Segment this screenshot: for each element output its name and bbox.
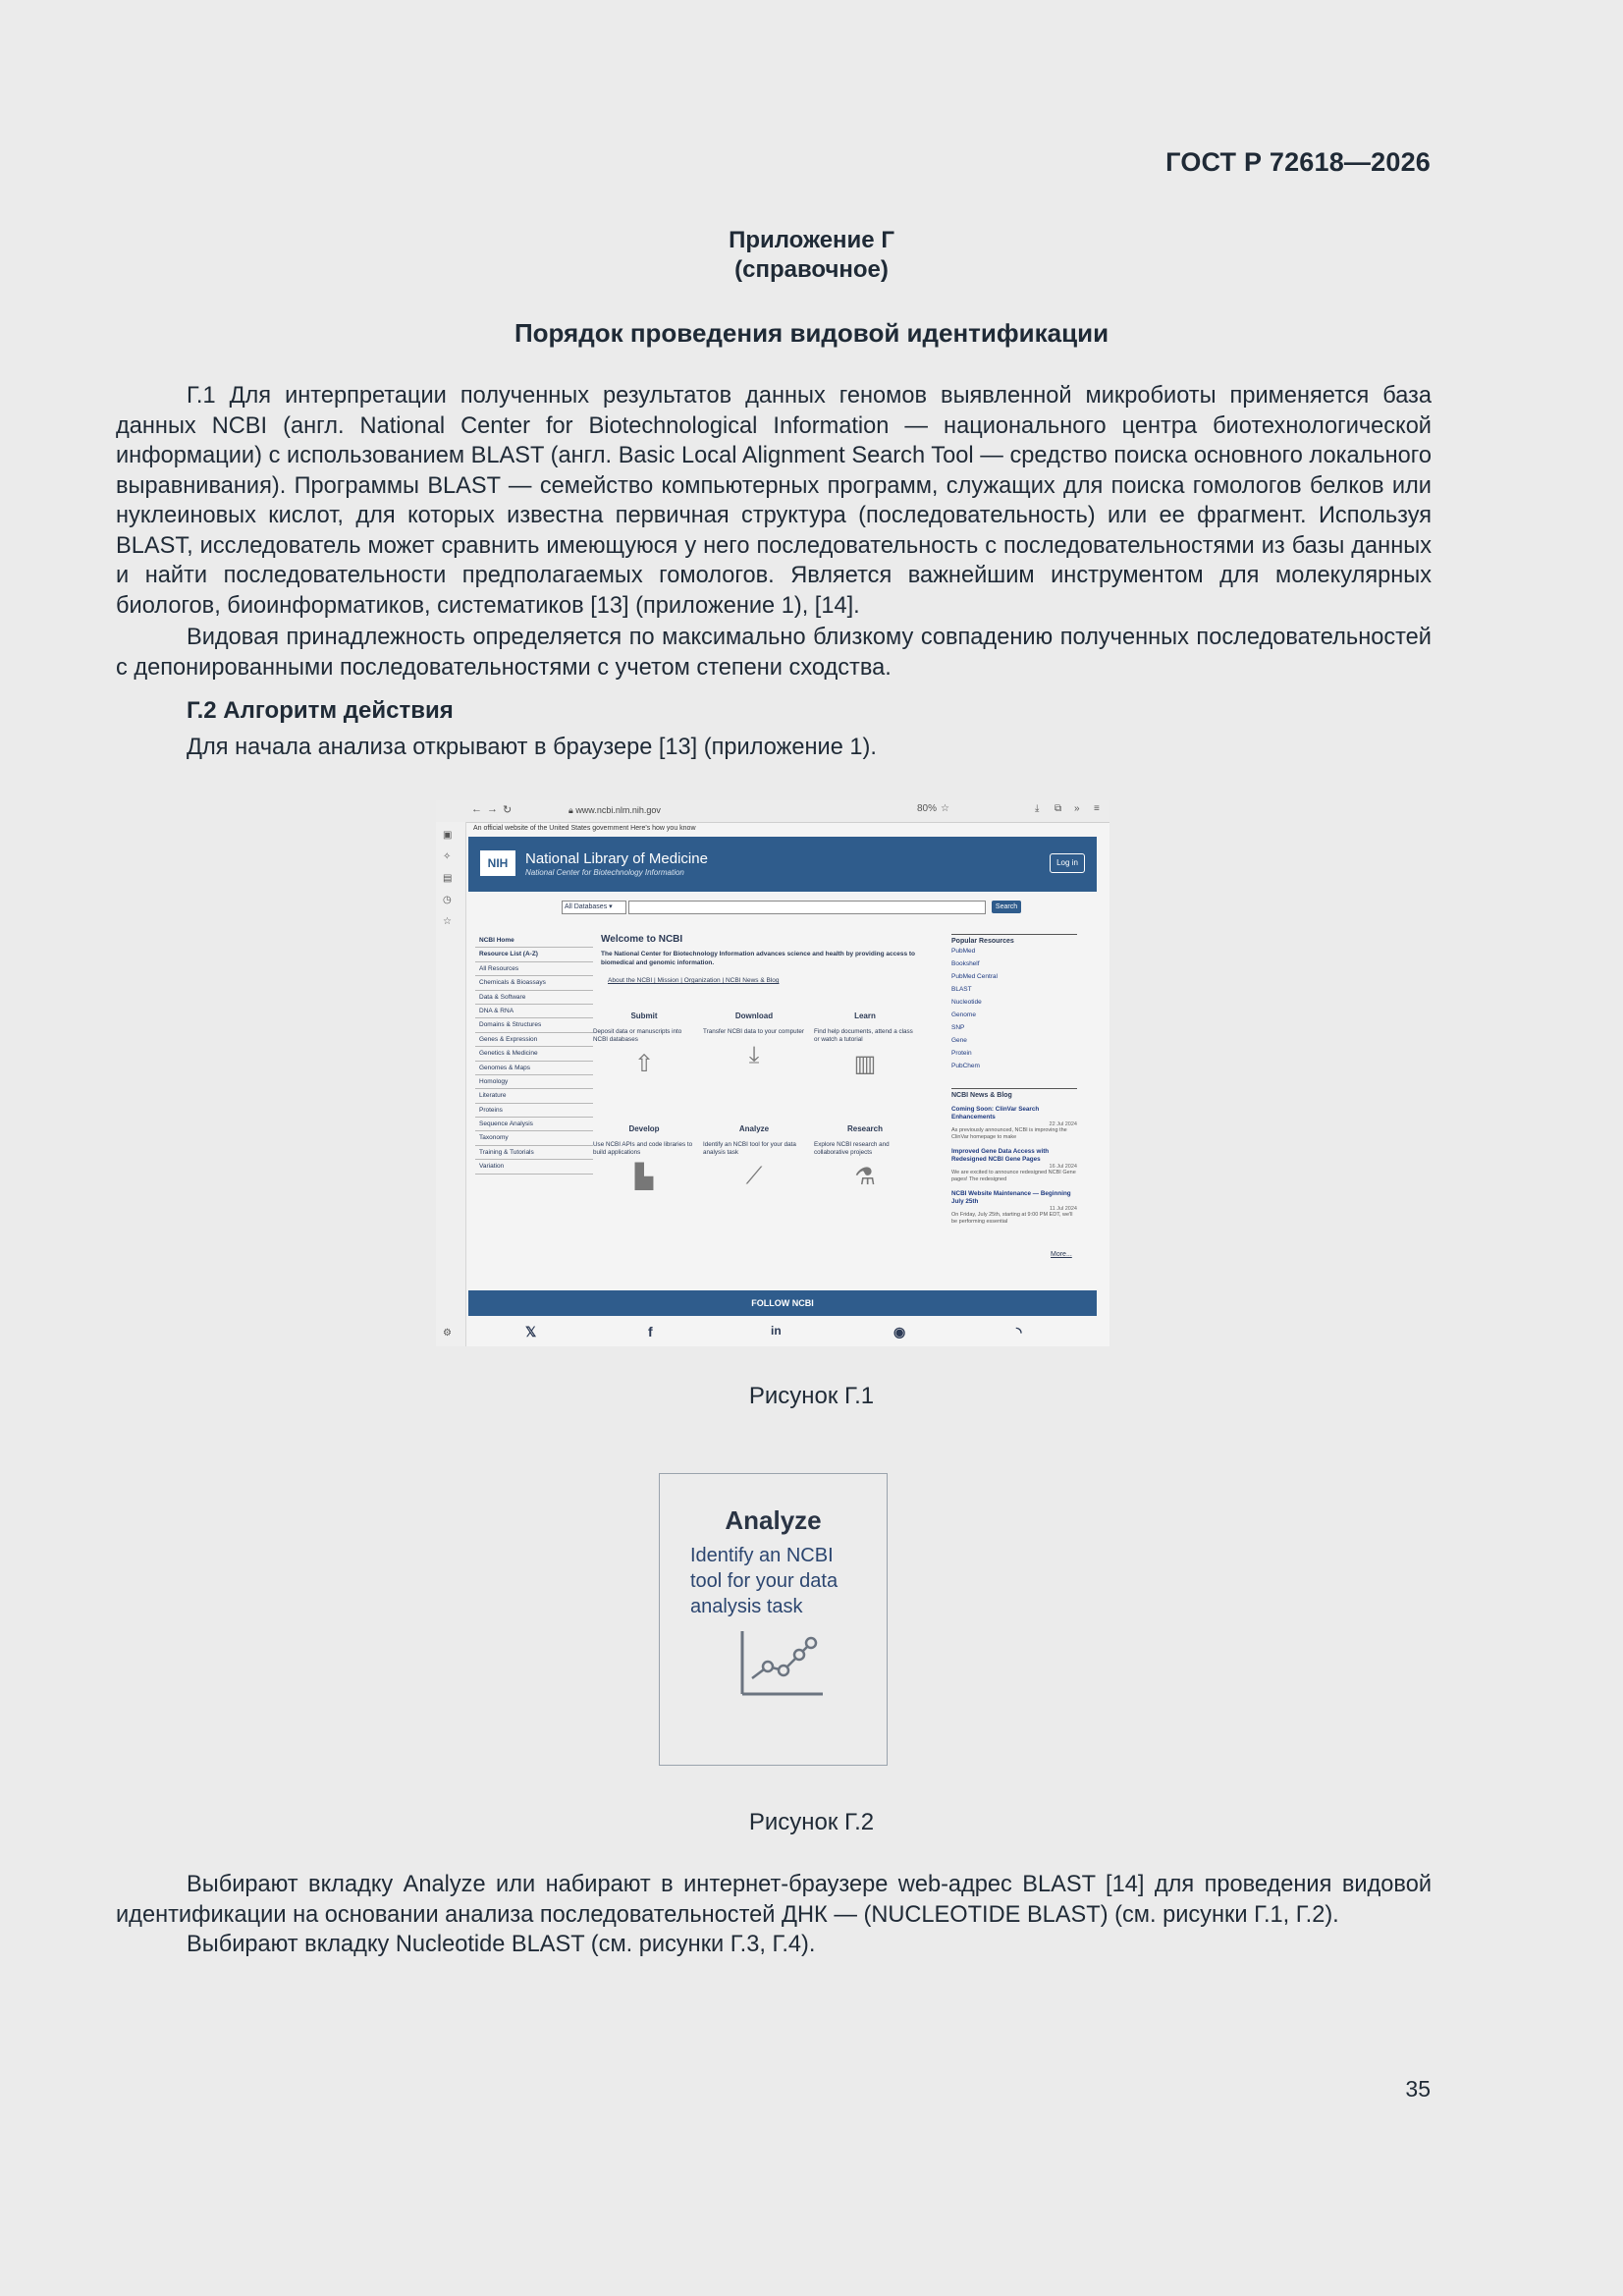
news-date: 22 Jul 2024 xyxy=(1049,1121,1077,1127)
linkedin-icon[interactable]: in xyxy=(771,1324,782,1338)
tile-title: Learn xyxy=(854,1011,876,1020)
tile-research[interactable] xyxy=(814,1124,916,1191)
welcome-links[interactable]: About the NCBI | Mission | Organization | NCBI News & Blog xyxy=(608,977,780,984)
popular-resource-link[interactable]: Genome xyxy=(951,1011,976,1018)
popular-resource-link[interactable]: Gene xyxy=(951,1037,967,1044)
paragraph-open-browser: Для начала анализа открывают в браузере [13] (приложение 1). xyxy=(187,735,877,760)
figure1-caption: Рисунок Г.1 xyxy=(748,1383,875,1409)
paragraph-analyze xyxy=(116,1870,1432,1960)
paragraph-g1 xyxy=(116,381,1432,621)
book-icon: ▥ xyxy=(853,1051,877,1077)
news-summary: As previously announced, NCBI is improving the ClinVar homepage to make xyxy=(951,1127,1067,1140)
analyze-title: Analyze xyxy=(725,1505,822,1535)
ncbi-header xyxy=(468,837,1097,892)
github-icon[interactable]: ◉ xyxy=(893,1324,906,1339)
appendix-heading xyxy=(0,226,1623,285)
popular-resource-link[interactable]: BLAST xyxy=(951,986,972,993)
reload-icon[interactable]: ↻ xyxy=(503,804,513,816)
overflow-icon[interactable]: » xyxy=(1074,803,1080,814)
left-nav-item[interactable]: Sequence Analysis xyxy=(475,1118,593,1131)
search-row xyxy=(468,897,1097,918)
menu-icon[interactable]: ≡ xyxy=(1094,803,1100,814)
ai-icon[interactable]: ✧ xyxy=(443,851,452,862)
tile-title: Analyze xyxy=(738,1124,770,1133)
news-summary: On Friday, July 25th, starting at 9:00 PM EDT, we'll be performing essential xyxy=(951,1212,1073,1225)
tile-desc: Identify an NCBI tool for your data analysis task xyxy=(703,1141,796,1156)
chart-icon: ⟋ xyxy=(745,1163,763,1189)
news-date: 16 Jul 2024 xyxy=(1049,1164,1077,1170)
paragraph: Выбирают вкладку Nucleotide BLAST (см. рисунки Г.3, Г.4). xyxy=(187,1932,816,1957)
tile-title: Develop xyxy=(628,1124,660,1133)
right-column xyxy=(951,934,1077,1226)
sidebar-toggle-icon[interactable]: ▣ xyxy=(443,830,453,841)
tile-desc: Deposit data or manuscripts into NCBI databases xyxy=(593,1028,682,1043)
page-number: 35 xyxy=(1405,2076,1431,2102)
paragraph: Г.1 Для интерпретации полученных результатов данных геномов выявленной микробиоты применяется база данных NCBI (англ. National Center for Biotechnological Information — национального центра биотехнологической информации) с использованием BLAST (англ. Basic Local Alignment Search Tool — средство поиска основного локального выравнивания). Программы BLAST — семейство компьютерных программ, служащих для поиска гомологов белков или нуклеиновых кислот, для которых известна первичная структура (последовательность) или ее фрагмент. Используя BLAST, исследователь может сравнить имеющуюся у него последовательность с последовательностями из базы данных и найти последовательности предполагаемых гомологов. Является важнейшим инструментом для молекулярных биологов, биоинформатиков, систематиков [13] (приложение 1), [14]. xyxy=(116,383,1432,619)
gov-banner: An official website of the United States government Here's how you know xyxy=(473,825,696,832)
popular-resource-link[interactable]: SNP xyxy=(951,1024,965,1031)
popular-resource-link[interactable]: PubChem xyxy=(951,1063,980,1069)
news-heading: NCBI News & Blog xyxy=(951,1088,1077,1099)
popular-resource-link[interactable]: PubMed xyxy=(951,948,976,955)
news-title-link[interactable]: Improved Gene Data Access with Redesigned NCBI Gene Pages xyxy=(951,1148,1050,1163)
tile-desc: Transfer NCBI data to your computer xyxy=(703,1028,805,1035)
left-nav-item[interactable]: Taxonomy xyxy=(475,1131,593,1145)
left-nav-item[interactable]: Training & Tutorials xyxy=(475,1146,593,1160)
analyze-description: Identify an NCBI tool for your data analysis task xyxy=(690,1545,839,1617)
nih-logo[interactable]: NIH xyxy=(480,850,515,876)
news-title-link[interactable]: NCBI Website Maintenance — Beginning July 25th xyxy=(951,1190,1071,1205)
back-icon[interactable]: ← xyxy=(471,803,482,815)
subheading-g2: Г.2 Алгоритм действия xyxy=(187,697,454,724)
news-date: 11 Jul 2024 xyxy=(1049,1206,1077,1212)
tabs-icon[interactable]: ☆ xyxy=(443,916,452,927)
paragraph: Выбирают вкладку Analyze или набирают в интернет-браузере web-адрес BLAST [14] для проведения видовой идентификации на основании анализа последовательностей ДНК — (NUCLEOTIDE BLAST) (см. рисунки Г.1, Г.2). xyxy=(116,1872,1432,1928)
popular-resource-link[interactable]: Protein xyxy=(951,1050,972,1057)
upload-icon: ⇧ xyxy=(633,1051,655,1077)
popular-resources-heading: Popular Resources xyxy=(951,934,1077,945)
search-button[interactable]: Search xyxy=(992,901,1021,913)
history-icon[interactable]: ◷ xyxy=(443,895,452,905)
left-nav-item[interactable]: All Resources xyxy=(475,962,593,976)
search-input[interactable] xyxy=(628,901,986,914)
left-nav-item[interactable]: Proteins xyxy=(475,1104,593,1118)
extensions-icon[interactable]: ⧉ xyxy=(1055,803,1062,814)
popular-resource-link[interactable]: Bookshelf xyxy=(951,960,980,967)
settings-icon[interactable]: ⚙ xyxy=(443,1328,452,1339)
popular-resources-list xyxy=(951,945,1077,1072)
left-nav-item[interactable]: Resource List (A-Z) xyxy=(475,948,593,961)
welcome-text: The National Center for Biotechnology Information advances science and health by providing access to biomedical and genomic information. xyxy=(601,951,916,966)
left-nav-item[interactable]: Variation xyxy=(475,1160,593,1174)
news-title-link[interactable]: Coming Soon: ClinVar Search Enhancements xyxy=(951,1106,1040,1121)
database-select[interactable]: All Databases ▾ xyxy=(562,901,626,914)
tile-title: Research xyxy=(846,1124,884,1133)
tile-title: Submit xyxy=(630,1011,658,1020)
zoom-level[interactable]: 80% xyxy=(917,803,938,814)
tile-learn[interactable] xyxy=(814,1011,916,1078)
left-nav-item[interactable]: Genes & Expression xyxy=(475,1033,593,1047)
paragraph: Видовая принадлежность определяется по максимально близкому совпадению полученных последовательностей с депонированными последовательностями с учетом степени сходства. xyxy=(116,625,1432,681)
browser-sidebar xyxy=(436,822,466,1346)
tile-desc: Find help documents, attend a class or watch a tutorial xyxy=(814,1028,913,1043)
popular-resource-link[interactable]: Nucleotide xyxy=(951,999,982,1006)
tile-submit[interactable] xyxy=(593,1011,695,1078)
login-button[interactable]: Log in xyxy=(1050,853,1085,873)
left-nav-item[interactable]: NCBI Home xyxy=(475,934,593,948)
paragraph-species xyxy=(116,623,1432,683)
blocks-icon: ▙ xyxy=(634,1164,654,1190)
left-nav-item[interactable]: Literature xyxy=(475,1089,593,1103)
lock-icon: 🔒︎ xyxy=(568,805,573,815)
site-title: National Library of Medicine xyxy=(525,850,708,867)
site-subtitle: National Center for Biotechnology Information xyxy=(525,868,684,877)
left-nav-item[interactable]: Data & Software xyxy=(475,991,593,1005)
standard-code: ГОСТ Р 72618—2026 xyxy=(1165,147,1431,177)
tile-develop[interactable] xyxy=(593,1124,695,1191)
section-title: Порядок проведения видовой идентификации xyxy=(514,318,1109,348)
x-twitter-icon[interactable]: 𝕏 xyxy=(525,1324,537,1339)
more-news-link[interactable]: More... xyxy=(1051,1251,1072,1258)
url-text: www.ncbi.nlm.nih.gov xyxy=(575,805,661,815)
left-nav xyxy=(475,934,593,1175)
tile-desc: Explore NCBI research and collaborative projects xyxy=(814,1141,890,1156)
popular-resource-link[interactable]: PubMed Central xyxy=(951,973,998,980)
left-nav-item[interactable]: Domains & Structures xyxy=(475,1018,593,1032)
figure2-caption: Рисунок Г.2 xyxy=(748,1809,875,1835)
microscope-icon: ⚗ xyxy=(854,1164,876,1190)
welcome-title: Welcome to NCBI xyxy=(601,934,683,945)
facebook-icon[interactable]: f xyxy=(648,1324,653,1339)
appendix-note: (справочное) xyxy=(734,256,889,283)
tile-analyze[interactable] xyxy=(703,1124,805,1190)
news-list xyxy=(951,1106,1077,1226)
database-select-value: All Databases xyxy=(565,903,608,910)
left-nav-item[interactable]: Homology xyxy=(475,1075,593,1089)
left-nav-item[interactable]: Chemicals & Bioassays xyxy=(475,976,593,990)
bookmark-star-icon[interactable]: ☆ xyxy=(941,803,949,814)
bookmarks-icon[interactable]: ▤ xyxy=(443,873,453,884)
appendix-title: Приложение Г xyxy=(729,227,894,253)
browser-toolbar xyxy=(436,800,1109,823)
download-icon: ⤓ xyxy=(748,1042,760,1068)
follow-ncbi-bar: FOLLOW NCBI xyxy=(468,1290,1097,1316)
left-nav-item[interactable]: DNA & RNA xyxy=(475,1005,593,1018)
tile-download[interactable] xyxy=(703,1011,805,1069)
tile-title: Download xyxy=(734,1011,774,1020)
tile-desc: Use NCBI APIs and code libraries to build applications xyxy=(593,1141,693,1156)
address-bar[interactable] xyxy=(568,803,814,818)
line-chart-icon xyxy=(738,1627,827,1698)
forward-icon[interactable]: → xyxy=(487,803,498,815)
downloads-icon[interactable]: ⤓ xyxy=(1035,803,1040,814)
news-summary: We are excited to announce redesigned NCBI Gene pages! The redesigned xyxy=(951,1170,1076,1182)
figure-ncbi-screenshot xyxy=(436,800,1109,1346)
social-links xyxy=(468,1321,1097,1342)
rss-icon[interactable]: ◝ xyxy=(1016,1324,1022,1339)
figure-analyze-tile xyxy=(659,1473,888,1766)
left-nav-item[interactable]: Genomes & Maps xyxy=(475,1062,593,1075)
left-nav-item[interactable]: Genetics & Medicine xyxy=(475,1047,593,1061)
